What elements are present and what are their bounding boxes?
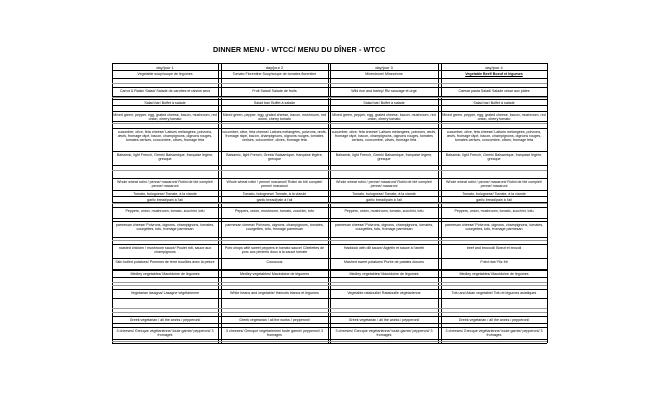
menu-cell-pizza_1: Greek vegetarian / all the works / pepperoni/ — [239, 317, 310, 322]
menu-cell-side_salad: Wild rice and barley/ Riz sauvage et orge — [351, 88, 417, 93]
menu-cell-salad_bar: Salad bar/ Buffet à salade — [253, 100, 296, 105]
grid-hline — [112, 121, 547, 122]
menu-cell-garlic: garlic bread/pain à l'ail — [476, 197, 512, 202]
grid-hline — [112, 237, 547, 238]
menu-cell-peppers: Peppers, onion, mushroom, tomato, zucchini, tofu — [234, 208, 315, 213]
menu-cell-sauce: Tomato, bolognese/ Tomate, à la viande — [462, 191, 526, 196]
menu-cell-mixed_greens: Mixed green, pepper, egg, grated cheese, bacon, mushroom, red onion, cherry tomato — [442, 112, 546, 121]
menu-cell-pasta: Whole wheat rotini / penne/ macaroni/ Rotini de blé complet/ penne/ macaroni — [226, 179, 323, 188]
menu-cell-veg: Medley vegetables/ Macédoine de légumes — [130, 271, 200, 276]
grid-hline — [112, 339, 547, 340]
menu-cell-mixed_greens: Mixed green, pepper, egg, grated cheese, bacon, mushroom, red onion, cherry tomato — [222, 112, 327, 121]
menu-cell-hot_entree: roasted chicken / mushroom sauce/ Poulet rôti, sauce aux champignons — [118, 245, 212, 254]
grid-separator — [112, 240, 547, 241]
grid-separator — [112, 312, 547, 313]
grid-hline — [112, 218, 547, 219]
menu-cell-hot_entree: Haddock with dill sauce/ Aiglefin et sauce à l'aneth — [343, 245, 425, 250]
menu-cell-dressing: Balsamic, light French, Greek/ Balsamique, française légère, grecque — [335, 152, 433, 161]
menu-cell-pizza_1: Greek vegetarian / all the works / pepperoni/ — [458, 317, 530, 322]
day-header: day/jour 4 — [485, 65, 503, 70]
grid-separator — [112, 282, 547, 283]
grid-hline — [112, 105, 547, 106]
grid-separator — [112, 308, 547, 309]
grid-hline — [112, 323, 547, 324]
menu-cell-pizza_1: Greek vegetarian / all the works / pepperoni/ — [129, 317, 201, 322]
menu-cell-soup: Tomato Florentine Soup/soupe de tomates florentine — [232, 71, 317, 76]
menu-cell-peppers: Peppers, onion, mushroom, tomato, zucchini, tofu — [344, 208, 424, 213]
grid-separator — [112, 285, 547, 286]
grid-separator — [112, 123, 547, 124]
menu-cell-dressing: Balsamic, light French, Greek/ Balsamique, française légère, grecque — [116, 152, 214, 161]
grid-separator — [112, 203, 547, 204]
menu-cell-pizza_1: Greek vegetarian / all the works / pepperoni/ — [348, 317, 420, 322]
menu-cell-vegetarian: Vegetarian lasagna/ Lasagne végétarienne — [130, 290, 200, 295]
menu-cell-side_salad: Carrot & Raisin Salad/ Salade de carottes et raisins secs — [119, 88, 211, 93]
menu-cell-veg: Medley vegetables/ Macédoine de légumes — [349, 271, 419, 276]
menu-cell-starch: Couscous — [266, 259, 283, 264]
menu-cell-cucumber: cucumber, olive, feta cheese/ Laitues mélangées, poivrons, œufs, fromage râpé, bacon, champignons, oignons rouges, tomates cerises, concombre, olives, fromage feta — [117, 129, 213, 142]
menu-cell-side_salad: Fruit Salad/ Salade de fruits — [252, 88, 297, 93]
grid-hline — [112, 277, 547, 278]
menu-cell-vegetarian: Vegetable ratatouille/ Ratatouille végétarienne — [347, 290, 421, 295]
menu-cell-peppers: Peppers, onion, mushroom, tomato, zucchini, tofu — [125, 208, 205, 213]
day-header: day/jour 3 — [375, 65, 393, 70]
page-title: DINNER MENU - WTCC/ MENU DU DÎNER - WTCC — [213, 45, 386, 54]
menu-cell-peppers: Peppers, onion, mushroom, tomato, zucchini, tofu — [454, 208, 534, 213]
menu-cell-pasta: Whole wheat rotini / penne/ macaroni/ Rotini de blé complet/ penne/ macaroni — [117, 179, 213, 188]
day-header: day/jour 1 — [156, 65, 174, 70]
menu-cell-mixed_greens: Mixed green, pepper, egg, grated cheese, bacon, mushroom, red onion, cherry tomato — [332, 112, 436, 121]
grid-hline — [112, 165, 547, 166]
menu-cell-parmesan: parmesan cheese/ Poivrons, oignons, champignons, tomates, courgettes, tofu, fromage parmesan — [334, 222, 434, 231]
menu-cell-parmesan: parmesan cheese/ Poivrons, oignons, champignons, tomates, courgettes, tofu, fromage parmesan — [115, 222, 215, 231]
menu-cell-sauce: Tomato, bolognese/ Tomate, à la viande — [352, 191, 416, 196]
menu-cell-mixed_greens: Mixed green, pepper, egg, grated cheese, bacon, mushroom, red onion, cherry tomato — [113, 112, 217, 121]
menu-cell-dressing: Balsamic, light French, Greek/ Balsamique, française légère, grecque — [445, 152, 543, 161]
grid-separator — [112, 170, 547, 171]
menu-cell-starch: Skin boiled potatoes/ Pommes de terre bouillies avec la pelure — [115, 259, 215, 264]
menu-cell-parmesan: parmesan cheese/ Poivrons, oignons, champignons, tomates, courgettes, tofu, fromage parmesan — [225, 222, 324, 231]
menu-cell-pasta: Whole wheat rotini / penne/ macaroni/ Rotini de blé complet/ penne/ macaroni — [336, 179, 432, 188]
menu-cell-pizza_2: 3 cheeses/ Grecque végétarienne/ toute garnie/ pepperoni/ 3 fromages — [226, 328, 323, 337]
menu-cell-vegetarian: White beans and vegetable/ Haricots blancs et légumes — [230, 290, 319, 295]
grid-hline — [112, 63, 547, 64]
menu-cell-starch: Mashed sweet potatoes/ Purée de patates douces — [344, 259, 424, 264]
menu-cell-veg: Medley vegetables/ Macédoine de légumes — [239, 271, 310, 276]
menu-cell-side_salad: Caesar pasta Salad/ Salade césar aux pâtes — [458, 88, 530, 93]
menu-cell-cucumber: cucumber, olive, feta cheese/ Laitues mélangées, poivrons, œufs, fromage râpé, bacon, champignons, oignons rouges, tomates cerises, concombre, olives, fromage feta — [331, 129, 437, 142]
menu-cell-garlic: garlic bread/pain à l'ail — [256, 197, 293, 202]
menu-cell-hot_entree: Pork chops with sweet peppers in tomato sauce/ Côtelettes de porc aux piments doux à la sauce tomate — [224, 245, 325, 254]
menu-cell-veg: Medley vegetables/ Macédoine de légumes — [459, 271, 529, 276]
grid-hline — [112, 343, 547, 344]
menu-cell-pizza_2: 3 cheeses/ Grecque végétarienne/ toute garnie/ pepperoni/ 3 fromages — [116, 328, 214, 337]
menu-cell-cucumber: cucumber, olive, feta cheese/ Laitues mélangées, poivrons, œufs, fromage râpé, bacon, champignons, oignons rouges, tomates cerises, concombre, olives, fromage feta — [446, 129, 542, 142]
grid-separator — [112, 97, 547, 98]
menu-cell-pizza_2: 3 cheeses/ Grecque végétarienne/ toute garnie/ pepperoni/ 3 fromages — [445, 328, 543, 337]
menu-cell-starch: Fried rice/ Riz frit — [480, 259, 508, 264]
menu-cell-cucumber: cucumber, olive, feta cheese/ Laitues mélangées, poivrons, œufs, fromage râpé, bacon, champignons, oignons rouges, tomates cerises, concombre, olives, fromage feta — [222, 129, 327, 142]
day-header: day/jour 2 — [265, 65, 284, 70]
menu-cell-garlic: garlic bread/pain à l'ail — [366, 197, 402, 202]
menu-cell-salad_bar: Salad bar/ Buffet à salade — [144, 100, 186, 105]
menu-cell-vegetarian: Tofu and Asian vegetable/ Tofu et légumes asiatiques — [451, 290, 537, 295]
menu-cell-dressing: Balsamic, light French, Greek/ Balsamique, française légère, grecque — [226, 152, 323, 161]
menu-cell-pasta: Whole wheat rotini / penne/ macaroni/ Rotini de blé complet/ penne/ macaroni — [446, 179, 542, 188]
grid-separator — [112, 341, 547, 342]
grid-hline — [112, 78, 547, 79]
menu-cell-garlic: garlic bread/pain à l'ail — [147, 197, 183, 202]
menu-cell-soup: Vegetable soup/soupe de légumes — [137, 71, 193, 76]
menu-cell-sauce: Tomato, bolognese/ Tomate, à la viande — [133, 191, 197, 196]
menu-cell-soup: Minestrone/ Minestrone — [365, 71, 403, 76]
menu-cell-salad_bar: Salad bar/ Buffet à salade — [363, 100, 405, 105]
grid-hline — [112, 298, 547, 299]
menu-cell-salad_bar: Salad bar/ Buffet à salade — [473, 100, 515, 105]
menu-cell-hot_entree: beef and broccoli/ Boeuf et brocoli — [466, 245, 522, 250]
grid-separator — [112, 83, 547, 84]
menu-cell-parmesan: parmesan cheese/ Poivrons, oignons, champignons, tomates, courgettes, tofu, fromage parmesan — [444, 222, 544, 231]
menu-cell-sauce: Tomato, bolognese/ Tomate, à la viande — [242, 191, 307, 196]
grid-vline — [547, 63, 548, 343]
menu-cell-soup: Vegetable Beef/ Boeuf et légumes — [465, 71, 523, 76]
menu-cell-pizza_2: 3 cheeses/ Grecque végétarienne/ toute garnie/ pepperoni/ 3 fromages — [335, 328, 433, 337]
